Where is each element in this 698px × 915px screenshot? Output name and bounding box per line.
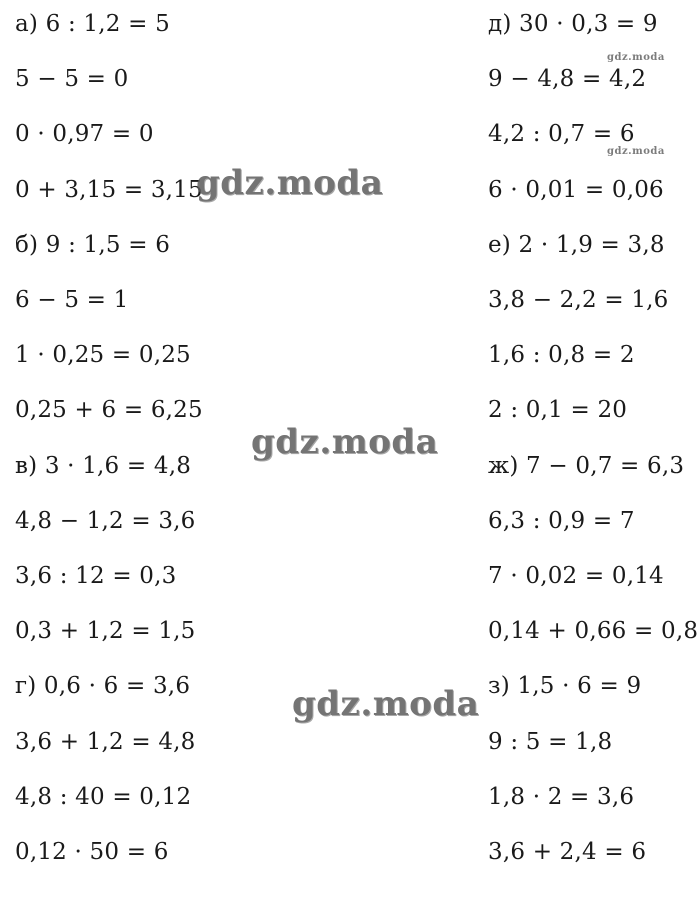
equation-line: 1 · 0,25 = 0,25: [15, 342, 191, 368]
equation-line: г) 0,6 · 6 = 3,6: [15, 673, 191, 699]
equation-line: 3,6 + 1,2 = 4,8: [15, 729, 196, 755]
equation-line: 0,3 + 1,2 = 1,5: [15, 618, 196, 644]
equation-line: б) 9 : 1,5 = 6: [15, 232, 171, 258]
equation-line: 1,8 · 2 = 3,6: [488, 784, 635, 810]
equation-line: в) 3 · 1,6 = 4,8: [15, 453, 192, 479]
equation-line: 4,8 : 40 = 0,12: [15, 784, 192, 810]
equation-line: д) 30 · 0,3 = 9: [488, 11, 658, 37]
equation-line: а) 6 : 1,2 = 5: [15, 11, 170, 37]
equation-line: 0 + 3,15 = 3,15: [15, 177, 203, 203]
equation-line: 4,2 : 0,7 = 6: [488, 121, 635, 147]
equation-line: 6 − 5 = 1: [15, 287, 129, 313]
equation-line: 3,6 : 12 = 0,3: [15, 563, 177, 589]
watermark-logo: gdz.moda: [251, 422, 439, 462]
watermark-logo: gdz.moda: [292, 684, 480, 724]
equation-line: 7 · 0,02 = 0,14: [488, 563, 664, 589]
equation-line: 1,6 : 0,8 = 2: [488, 342, 635, 368]
equation-line: 4,8 − 1,2 = 3,6: [15, 508, 196, 534]
equation-line: 0,14 + 0,66 = 0,8: [488, 618, 698, 644]
equation-line: з) 1,5 · 6 = 9: [488, 673, 642, 699]
equation-line: 0,25 + 6 = 6,25: [15, 397, 203, 423]
watermark-logo: gdz.moda: [196, 163, 384, 203]
equation-line: 9 − 4,8 = 4,2: [488, 66, 647, 92]
equation-line: 2 : 0,1 = 20: [488, 397, 628, 423]
watermark-small: gdz.moda: [607, 52, 665, 63]
equation-line: 3,6 + 2,4 = 6: [488, 839, 647, 865]
equation-line: ж) 7 − 0,7 = 6,3: [488, 453, 685, 479]
equation-line: 5 − 5 = 0: [15, 66, 129, 92]
watermark-small: gdz.moda: [607, 146, 665, 157]
equation-line: 0 · 0,97 = 0: [15, 121, 154, 147]
equation-line: 6,3 : 0,9 = 7: [488, 508, 635, 534]
equation-line: 0,12 · 50 = 6: [15, 839, 169, 865]
equation-line: 6 · 0,01 = 0,06: [488, 177, 664, 203]
equation-line: 3,8 − 2,2 = 1,6: [488, 287, 669, 313]
equation-line: е) 2 · 1,9 = 3,8: [488, 232, 665, 258]
equation-line: 9 : 5 = 1,8: [488, 729, 613, 755]
